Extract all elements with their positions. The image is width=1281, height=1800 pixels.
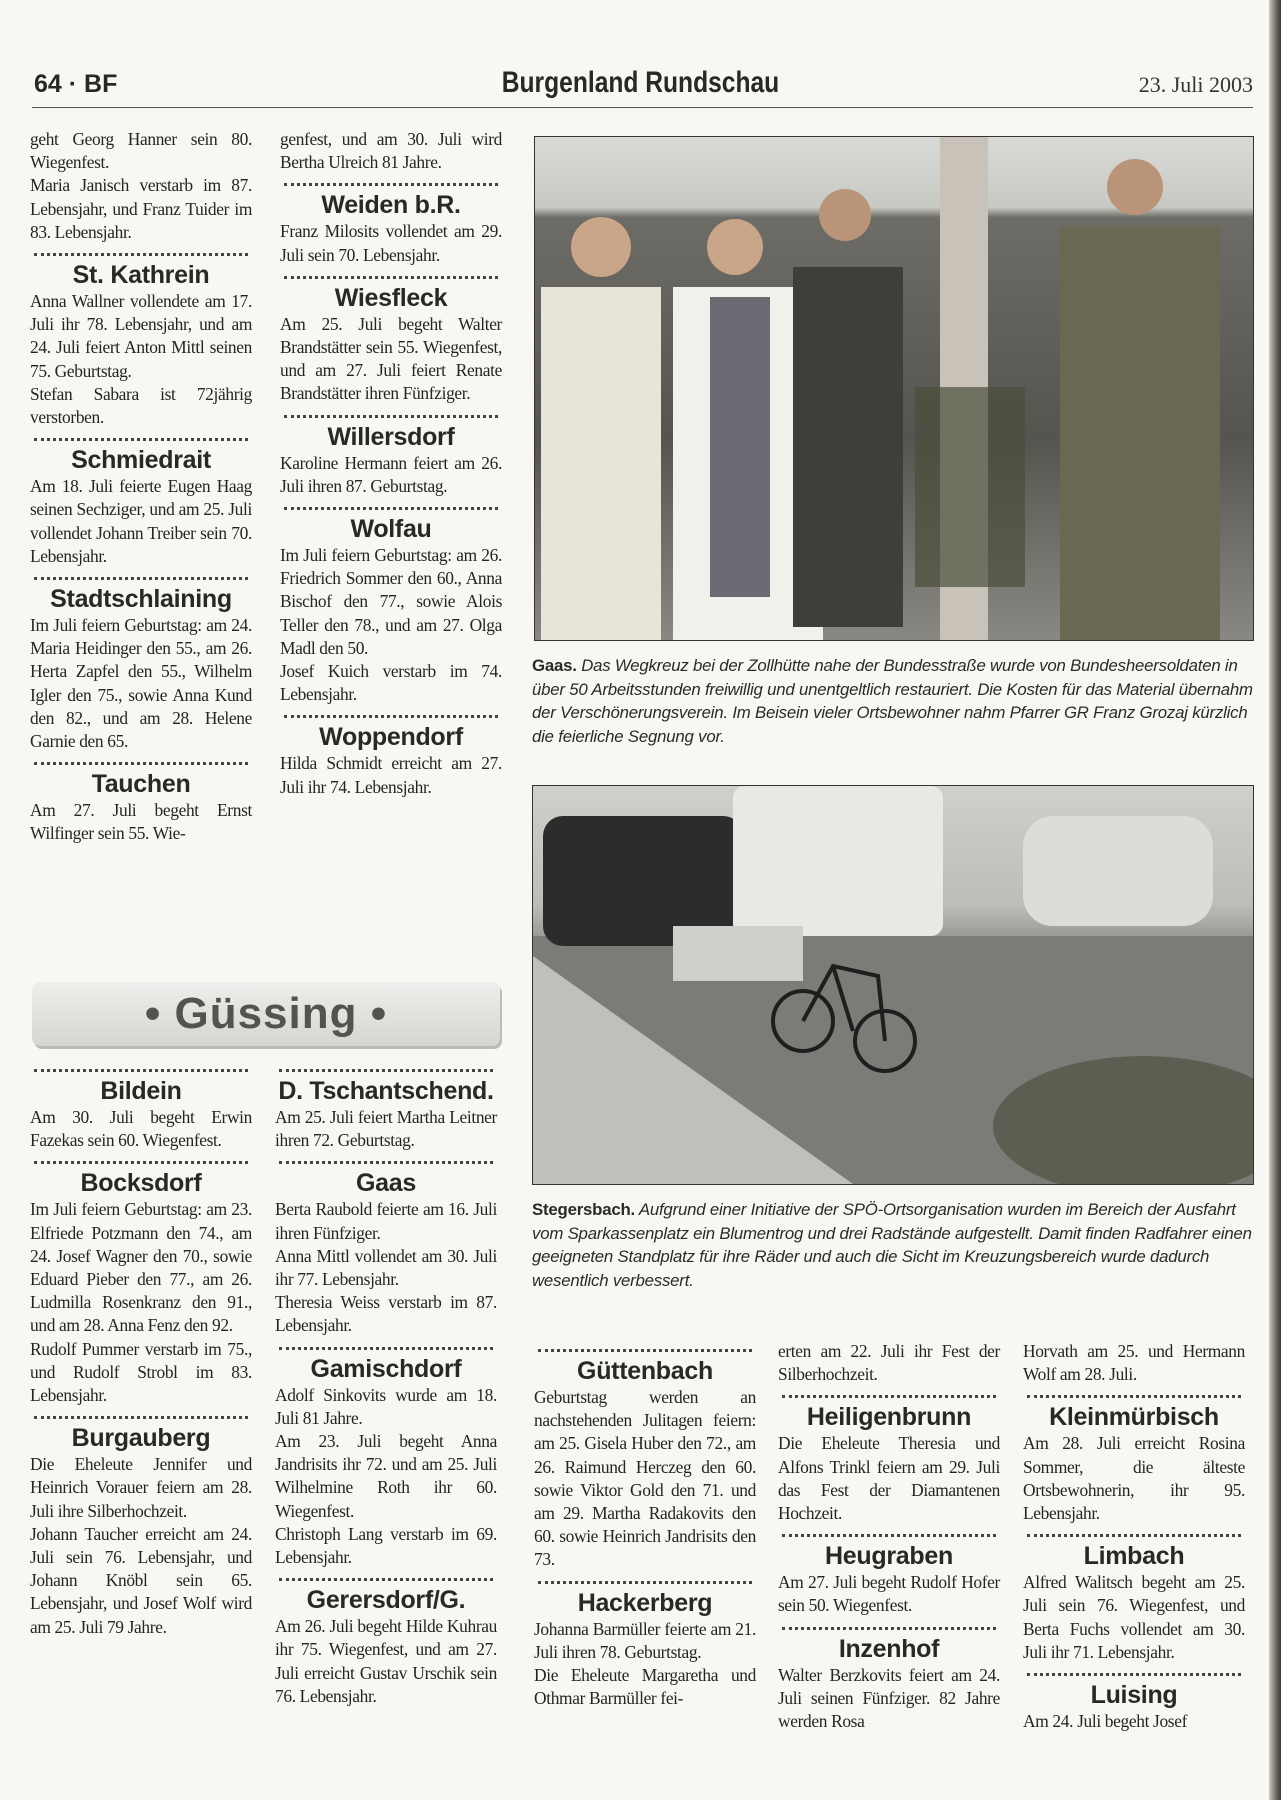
town-heading: Stadtschlaining: [50, 585, 232, 614]
photo-wayside-cross: [534, 136, 1254, 641]
town-heading: Gaas: [356, 1169, 416, 1198]
news-paragraph: Christoph Lang verstarb im 69. Lebensjahr.: [275, 1523, 497, 1568]
news-item: [534, 1581, 756, 1711]
town-heading: Heugraben: [825, 1542, 953, 1571]
dotted-divider: [1027, 1673, 1241, 1676]
news-paragraph: Adolf Sinkovits wurde am 18. Juli 81 Jahre.: [275, 1384, 497, 1428]
dotted-divider: [279, 1069, 493, 1072]
caption-place: Stegersbach.: [532, 1200, 635, 1219]
news-item: [30, 577, 252, 753]
caption-stegersbach: [532, 1198, 1256, 1292]
news-paragraph: Berta Raubold feierte am 16. Juli ihren Fünfziger.: [275, 1199, 497, 1243]
news-item: [280, 183, 502, 266]
town-heading: St. Kathrein: [72, 261, 210, 290]
news-paragraph: Die Eheleute Jennifer und Heinrich Vorauer feiern am 28. Juli ihre Silberhochzeit.: [30, 1454, 252, 1521]
town-heading: Bildein: [100, 1077, 182, 1105]
news-item: [778, 1340, 1000, 1386]
news-paragraph: Am 27. Juli begeht Rudolf Hofer sein 50. Wiegenfest.: [778, 1572, 1000, 1616]
town-heading: Inzenhof: [838, 1634, 940, 1663]
page-number: 64 · BF: [34, 70, 118, 98]
dotted-divider: [34, 438, 248, 441]
dotted-divider: [782, 1627, 996, 1630]
town-heading: Gerersdorf/G.: [306, 1586, 466, 1615]
news-paragraph: Maria Janisch verstarb im 87. Lebensjahr, und Franz Tuider im 83. Lebensjahr.: [30, 175, 252, 242]
dotted-divider: [34, 253, 248, 256]
news-paragraph: Am 24. Juli begeht Josef: [1023, 1711, 1188, 1732]
dotted-divider: [279, 1347, 493, 1350]
dotted-divider: [782, 1395, 996, 1398]
town-heading: Wolfau: [350, 515, 432, 544]
scan-edge-shadow: [1269, 0, 1281, 1800]
news-paragraph: Am 30. Juli begeht Erwin Fazekas sein 60. Wiegenfest.: [30, 1107, 252, 1151]
caption-text: Aufgrund einer Initiative der SPÖ-Ortsorganisation wurden im Bereich der Ausfahrt vom Sparkassenplatz ein Blumentrog und drei Radstände aufgestellt. Damit finden Radfahrer einen geeigneten Standplatz für ihre Räder und auch die Sicht im Kreuzungsbereich wurde dadurch wesentlich verbessert.: [532, 1200, 1252, 1290]
photo-bicycle-stand-image: [533, 786, 1253, 1184]
news-item: [30, 128, 252, 244]
news-item: [30, 1069, 252, 1152]
news-item: [280, 128, 502, 174]
town-heading: Güttenbach: [577, 1357, 713, 1385]
dotted-divider: [1027, 1534, 1241, 1537]
news-item: [275, 1161, 497, 1337]
dotted-divider: [279, 1161, 493, 1164]
news-paragraph: Rudolf Pummer verstarb im 75., und Rudolf Strobl im 83. Lebensjahr.: [30, 1338, 252, 1406]
town-heading: Limbach: [1083, 1542, 1185, 1571]
header-rule: [32, 107, 1253, 108]
news-item: [30, 438, 252, 568]
town-heading: Woppendorf: [319, 723, 463, 752]
news-item: [280, 415, 502, 498]
column-1-bottom: [30, 1060, 252, 1639]
town-heading: D. Tschantschend.: [278, 1077, 494, 1105]
news-paragraph: Anna Mittl vollendet am 30. Juli ihr 77. Lebensjahr.: [275, 1245, 497, 1290]
dotted-divider: [284, 276, 498, 279]
town-heading: Heiligenbrunn: [806, 1403, 972, 1432]
dotted-divider: [1027, 1395, 1241, 1398]
news-paragraph: Die Eheleute Margaretha und Othmar Barmüller fei-: [534, 1665, 756, 1709]
news-paragraph: erten am 22. Juli ihr Fest der Silberhochzeit.: [778, 1341, 1000, 1385]
news-paragraph: Die Eheleute Theresia und Alfons Trinkl feiern am 29. Juli das Fest der Diamantenen Hochzeit.: [778, 1433, 1000, 1524]
town-heading: Weiden b.R.: [321, 191, 461, 220]
news-item: [275, 1578, 497, 1708]
news-paragraph: Anna Wallner vollendete am 17. Juli ihr 78. Lebensjahr, und am 24. Juli feiert Anton Mittl seinen 75. Geburtstag.: [30, 291, 252, 381]
caption-place: Gaas.: [532, 656, 577, 675]
caption-text: Das Wegkreuz bei der Zollhütte nahe der Bundesstraße wurde von Bundesheersoldaten in über 50 Arbeitsstunden freiwillig und unentgeltlich restauriert. Die Kosten für das Material übernahm der Verschönerungsverein. Im Beisein vieler Ortsbewohner nahm Pfarrer GR Franz Grozaj kürzlich die feierliche Segnung vor.: [532, 656, 1253, 746]
column-1-top: [30, 128, 252, 846]
column-2-bottom: [275, 1060, 497, 1708]
dotted-divider: [284, 183, 498, 186]
news-item: [30, 1161, 252, 1407]
dotted-divider: [284, 507, 498, 510]
news-paragraph: Am 28. Juli erreicht Rosina Sommer, die älteste Ortsbewohnerin, ihr 95. Lebensjahr.: [1023, 1433, 1245, 1524]
section-banner-guessing: • Güssing •: [32, 982, 500, 1046]
issue-date: 23. Juli 2003: [1138, 72, 1253, 97]
news-item: [534, 1349, 756, 1572]
news-paragraph: Im Juli feiern Geburtstag: am 23. Elfriede Potzmann den 74., am 24. Josef Wagner den 70., sowie Eduard Pieber den 77., am 26. Ludmilla Rosenkranz den 91., und am 28. Anna Fenz den 92.: [30, 1199, 252, 1336]
dotted-divider: [34, 762, 248, 765]
dotted-divider: [284, 715, 498, 718]
news-item: [1023, 1340, 1245, 1386]
news-item: [30, 1416, 252, 1639]
news-item: [778, 1534, 1000, 1617]
photo-wayside-cross-image: [535, 137, 1253, 640]
town-heading: Willersdorf: [327, 422, 455, 451]
caption-gaas: [532, 654, 1256, 748]
news-paragraph: genfest, und am 30. Juli wird Bertha Ulreich 81 Jahre.: [280, 129, 502, 173]
news-paragraph: Im Juli feiern Geburtstag: am 26. Friedrich Sommer den 60., Anna Bischof den 77., sowie Alois Teller den 78., und am 27. Olga Madl den 50.: [280, 545, 502, 658]
news-item: [1023, 1673, 1245, 1733]
news-item: [280, 507, 502, 706]
news-paragraph: Im Juli feiern Geburtstag: am 24. Maria Heidinger den 55., am 26. Herta Zapfel den 55., Wilhelm Igler den 75., sowie Anna Kund den 82., und am 28. Helene Garnie den 65.: [30, 615, 252, 752]
column-2-top: [280, 128, 502, 799]
news-paragraph: Am 18. Juli feierte Eugen Haag seinen Sechziger, und am 25. Juli vollendet Johann Treiber sein 70. Lebensjahr.: [30, 476, 252, 566]
news-item: [778, 1627, 1000, 1734]
newspaper-title: Burgenland Rundschau: [501, 66, 780, 99]
news-paragraph: Theresia Weiss verstarb im 87. Lebensjahr.: [275, 1292, 497, 1336]
town-heading: Gamischdorf: [310, 1354, 462, 1383]
news-item: [280, 276, 502, 406]
news-paragraph: Walter Berzkovits feiert am 24. Juli seinen Fünfziger. 82 Jahre werden Rosa: [778, 1664, 1000, 1732]
dotted-divider: [34, 1161, 248, 1164]
dotted-divider: [34, 1069, 248, 1072]
town-heading: Luising: [1090, 1681, 1178, 1710]
town-heading: Burgauberg: [71, 1424, 211, 1453]
news-paragraph: Am 26. Juli begeht Hilde Kuhrau ihr 75. Wiegenfest, und am 27. Juli erreicht Gustav Urschik sein 76. Lebensjahr.: [275, 1616, 497, 1706]
news-item: [275, 1347, 497, 1570]
news-item: [280, 715, 502, 798]
dotted-divider: [538, 1581, 752, 1584]
column-3-bottom: [534, 1340, 756, 1710]
news-paragraph: Am 23. Juli begeht Anna Jandrisits ihr 72. und am 25. Juli Wilhelmine Roth ihr 60. Wiegenfest.: [275, 1431, 497, 1521]
news-paragraph: Johann Taucher erreicht am 24. Juli sein 76. Lebensjahr, und Johann Knöbl sein 65. Lebensjahr, und Josef Wolf wird am 25. Juli 79 Jahre.: [30, 1523, 252, 1637]
news-paragraph: Am 25. Juli begeht Walter Brandstätter sein 55. Wiegenfest, und am 27. Juli feiert Renate Brandstätter ihren Fünfziger.: [280, 313, 502, 404]
news-paragraph: Am 27. Juli begeht Ernst Wilfinger sein 55. Wie-: [30, 800, 252, 844]
dotted-divider: [34, 1416, 248, 1419]
dotted-divider: [279, 1578, 493, 1581]
news-item: [1023, 1534, 1245, 1664]
dotted-divider: [782, 1534, 996, 1537]
news-paragraph: Horvath am 25. und Hermann Wolf am 28. Juli.: [1023, 1341, 1245, 1385]
dotted-divider: [34, 577, 248, 580]
news-paragraph: Hilda Schmidt erreicht am 27. Juli ihr 74. Lebensjahr.: [280, 753, 502, 797]
town-heading: Schmiedrait: [71, 446, 211, 475]
news-paragraph: Franz Milosits vollendet am 29. Juli sein 70. Lebensjahr.: [280, 221, 502, 265]
news-paragraph: geht Georg Hanner sein 80. Wiegenfest.: [30, 129, 252, 173]
column-4-bottom: [778, 1340, 1000, 1733]
news-paragraph: Am 25. Juli feiert Martha Leitner ihren 72. Geburtstag.: [275, 1107, 497, 1151]
news-paragraph: Josef Kuich verstarb im 74. Lebensjahr.: [280, 661, 502, 705]
town-heading: Bocksdorf: [80, 1169, 202, 1198]
photo-bicycle-stand: [532, 785, 1254, 1185]
dotted-divider: [284, 415, 498, 418]
news-paragraph: Geburtstag werden an nachstehenden Julitagen feiern: am 25. Gisela Huber den 72., am 26. Raimund Herczeg den 60. sowie Viktor Gold den 71. und am 29. Martha Radakovits den 60. sowie Heinrich Jandrisits den 73.: [534, 1387, 756, 1570]
town-heading: Hackerberg: [577, 1588, 713, 1617]
column-5-bottom: [1023, 1340, 1245, 1733]
news-paragraph: Stefan Sabara ist 72jährig verstorben.: [30, 383, 252, 428]
news-item: [30, 762, 252, 845]
news-paragraph: Alfred Walitsch begeht am 25. Juli sein 76. Wiegenfest, und Berta Fuchs vollendet am 30. Juli ihr 71. Lebensjahr.: [1023, 1572, 1245, 1662]
news-item: [1023, 1395, 1245, 1525]
dotted-divider: [538, 1349, 752, 1352]
news-item: [30, 253, 252, 429]
news-item: [778, 1395, 1000, 1525]
town-heading: Tauchen: [91, 770, 191, 799]
news-paragraph: Johanna Barmüller feierte am 21. Juli ihren 78. Geburtstag.: [534, 1618, 756, 1662]
town-heading: Kleinmürbisch: [1049, 1403, 1219, 1432]
town-heading: Wiesfleck: [334, 283, 448, 312]
news-paragraph: Karoline Hermann feiert am 26. Juli ihren 87. Geburtstag.: [280, 452, 502, 496]
news-item: [275, 1069, 497, 1152]
